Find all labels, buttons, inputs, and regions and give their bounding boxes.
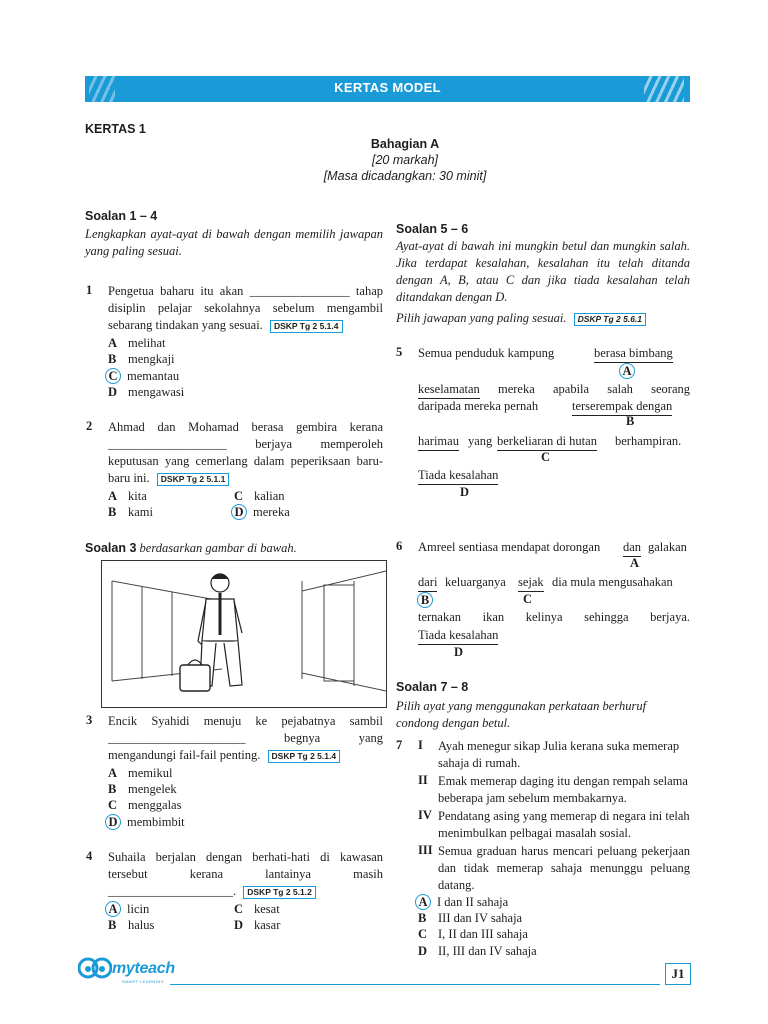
mark-c: C [541, 450, 551, 464]
dskp-tag: DSKP Tg 2 5.1.4 [268, 750, 341, 763]
option-d[interactable]: D mengawasi [108, 385, 185, 399]
option-b[interactable]: B halus [108, 918, 155, 932]
statement-number: II [418, 773, 428, 787]
question-2-text [108, 419, 383, 487]
q5-segment-c: berkeliaran di hutan [497, 433, 597, 451]
q6-line1a: Amreel sentiasa mendapat dorongan [418, 540, 601, 554]
option-a[interactable]: A melihat [108, 336, 166, 350]
title-banner [85, 76, 690, 102]
q5-segment-harimau: harimau [418, 433, 459, 451]
question-number: 7 [396, 738, 403, 752]
instruction-1-4: Lengkapkan ayat-ayat di bawah dengan memilih jawapan yang paling sesuai. [85, 227, 383, 258]
banner-stripes-right [644, 76, 684, 102]
option-b[interactable]: B III dan IV sahaja [418, 911, 523, 925]
option-d[interactable]: D kasar [234, 918, 281, 932]
instruction-5-6: Ayat-ayat di bawah ini mungkin betul dan mungkin salah. Jika terdapat kesalahan, kesalahan itu telah ditanda dengan A, B, atau C dan jika tiada kesalahan telah ditandakan dengan D. [396, 239, 690, 304]
mark-a-circled: A [619, 363, 635, 379]
section-heading-7-8: Soalan 7 – 8 [396, 680, 469, 694]
page-number: J1 [665, 963, 691, 985]
q5-line2b: mereka apabila salah seorang [498, 382, 690, 396]
q5-segment-b: terserempak dengan [572, 398, 672, 416]
statement-number: I [418, 738, 423, 752]
question-1-text [108, 283, 383, 334]
option-a[interactable]: A memikul [108, 766, 173, 780]
instruction-7-8: Pilih ayat yang menggunakan perkataan berhuruf condong dengan betul. [396, 699, 647, 730]
question-4-text [108, 849, 383, 900]
question-number: 2 [86, 419, 93, 433]
q5-line1a: Semua penduduk kampung [418, 346, 555, 360]
question-number: 4 [86, 849, 93, 863]
instruction-3: Soalan 3 berdasarkan gambar di bawah. [85, 541, 297, 555]
dskp-tag: DSKP Tg 2 5.1.1 [157, 473, 230, 486]
paper-label: KERTAS 1 [85, 122, 146, 136]
question-4-stem: Suhaila berjalan dengan berhati-hati di kawasan tersebut kerana lantainya masih ____________________. [108, 850, 383, 898]
q5-tiada-kesalahan: Tiada kesalahan [418, 467, 498, 485]
option-d-selected[interactable]: D mereka [234, 504, 290, 520]
statement-i: Ayah menegur sikap Julia kerana suka memerap sahaja di rumah. [438, 739, 680, 770]
option-b[interactable]: B mengelek [108, 782, 177, 796]
q5-line4d: berhampiran. [615, 434, 682, 448]
section-heading-1-4: Soalan 1 – 4 [85, 209, 158, 223]
question-3-stem: Encik Syahidi menuju ke pejabatnya sambil ______________________ begnya yang mengandungi fail-fail penting. [108, 714, 383, 762]
q6-segment-c: sejak [518, 574, 544, 592]
mark-a: A [630, 556, 640, 570]
q5-segment-keselamatan: keselamatan [418, 381, 480, 399]
question-number: 1 [86, 283, 93, 297]
question-3-illustration [101, 560, 387, 708]
statement-number: IV [418, 808, 432, 822]
option-d-selected[interactable]: D membimbit [108, 814, 185, 830]
logo-text: myteach [112, 960, 175, 977]
option-a-selected[interactable]: A licin [108, 901, 149, 917]
option-a[interactable]: A kita [108, 489, 147, 503]
mark-b-circled: B [417, 592, 433, 608]
q5-line4b: yang [468, 434, 493, 448]
option-c[interactable]: C I, II dan III sahaja [418, 927, 528, 941]
myteach-logo [78, 952, 178, 986]
dskp-tag: DSKP Tg 2 5.1.2 [243, 886, 316, 899]
q6-segment-a: dan [623, 539, 641, 557]
question-number: 3 [86, 713, 93, 727]
option-c[interactable]: C menggalas [108, 798, 182, 812]
logo-tagline: SMART LEARNING [122, 979, 165, 984]
marks: [20 markah] [371, 153, 438, 167]
q6-tiada-kesalahan: Tiada kesalahan [418, 627, 498, 645]
instruction-5-6-choose: Pilih jawapan yang paling sesuai. DSKP Tg 2 5.6.1 [396, 310, 690, 327]
option-c[interactable]: C kesat [234, 902, 280, 916]
mark-b: B [626, 414, 635, 428]
logo-icon [78, 954, 112, 984]
mark-d: D [454, 645, 464, 659]
banner-title: KERTAS MODEL [334, 80, 441, 95]
statement-iv: Pendatang asing yang memerap di negara ini telah menimbulkan pelbagai masalah sosial. [438, 809, 690, 840]
dskp-tag: DSKP Tg 2 5.6.1 [574, 313, 646, 326]
section-heading-5-6: Soalan 5 – 6 [396, 222, 469, 236]
question-number: 6 [396, 539, 403, 553]
q6-segment-b: dari [418, 574, 437, 592]
office-man-illustration [102, 561, 386, 707]
option-a-selected[interactable]: A I dan II sahaja [418, 894, 508, 910]
q5-line3a: daripada mereka pernah [418, 399, 539, 413]
q6-line2b: keluarganya [445, 575, 506, 589]
statement-iii: Semua graduan harus mencari peluang pekerjaan dan tidak memerap sahaja menunggu peluang datang. [438, 844, 690, 892]
question-1-stem: Pengetua baharu itu akan ________________ tahap disiplin pelajar sekolahnya sebelum mengambil sebarang tindakan yang sesuai. [108, 284, 383, 332]
question-number: 5 [396, 345, 403, 359]
q6-line3: ternakan ikan kelinya sehingga berjaya. [418, 610, 690, 624]
option-b[interactable]: B mengkaji [108, 352, 175, 366]
question-3-text [108, 713, 383, 764]
option-d[interactable]: D II, III dan IV sahaja [418, 944, 537, 958]
statement-ii: Emak memerap daging itu dengan rempah selama beberapa jam sebelum membakarnya. [438, 774, 688, 805]
dskp-tag: DSKP Tg 2 5.1.4 [270, 320, 343, 333]
mark-c: C [523, 592, 533, 606]
option-c-selected[interactable]: C memantau [108, 368, 179, 384]
option-b[interactable]: B kami [108, 505, 153, 519]
q5-segment-a: berasa bimbang [594, 345, 673, 363]
statement-number: III [418, 843, 433, 857]
option-c[interactable]: C kalian [234, 489, 285, 503]
footer-rule [170, 984, 660, 985]
question-2-stem: Ahmad dan Mohamad berasa gembira kerana ___________________ berjaya memperoleh keputusan yang cemerlang dalam peperiksaan baru-baru ini. [108, 420, 383, 485]
q6-line2d: dia mula mengusahakan [552, 575, 673, 589]
q6-line1c: galakan [648, 540, 687, 554]
time-suggested: [Masa dicadangkan: 30 minit] [323, 169, 487, 183]
mark-d: D [460, 485, 470, 499]
section-title: Bahagian A [370, 137, 440, 151]
